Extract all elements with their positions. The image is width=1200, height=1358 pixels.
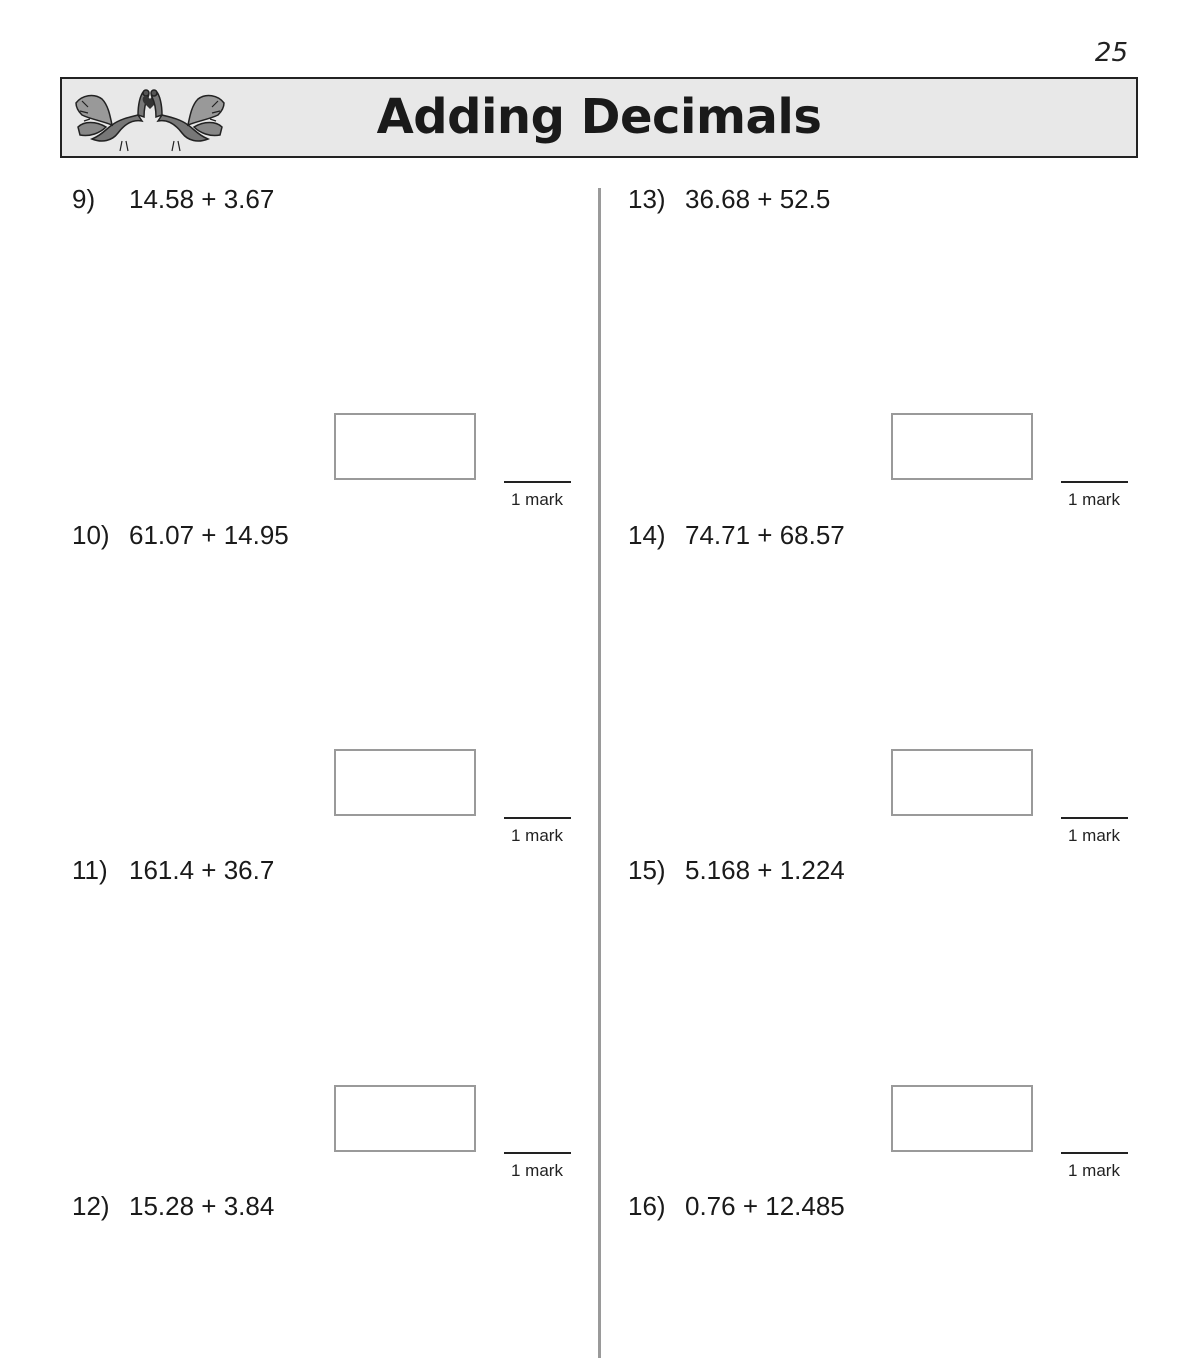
question-text: [72, 184, 274, 215]
question-expression: 161.4 + 36.7: [129, 855, 275, 885]
question-text: [628, 855, 845, 886]
question-text: [628, 184, 830, 215]
question-number: 11): [72, 855, 108, 885]
question-expression: 5.168 + 1.224: [685, 855, 845, 885]
question-number: 9): [72, 184, 96, 214]
answer-box-11[interactable]: [334, 1085, 476, 1152]
page-number: 25: [1094, 38, 1128, 68]
mark-line: [1061, 481, 1128, 483]
mark-line: [504, 817, 571, 819]
mark-line: [1061, 1152, 1128, 1154]
answer-box-15[interactable]: [891, 1085, 1033, 1152]
page-title: Adding Decimals: [376, 89, 822, 145]
question-number: 14): [628, 520, 666, 550]
question-text: [72, 520, 289, 551]
answer-box-10[interactable]: [334, 749, 476, 816]
title-banner: [60, 77, 1138, 158]
question-text: [72, 855, 274, 886]
answer-box-14[interactable]: [891, 749, 1033, 816]
question-expression: 0.76 + 12.485: [685, 1191, 845, 1221]
mark-line: [504, 1152, 571, 1154]
question-number: 13): [628, 184, 666, 214]
column-divider: [598, 188, 601, 1358]
question-number: 15): [628, 855, 666, 885]
question-number: 12): [72, 1191, 110, 1221]
question-text: [72, 1191, 274, 1222]
question-expression: 36.68 + 52.5: [685, 184, 831, 214]
question-text: [628, 1191, 845, 1222]
question-expression: 15.28 + 3.84: [129, 1191, 275, 1221]
mark-label: 1 mark: [511, 826, 563, 845]
question-expression: 61.07 + 14.95: [129, 520, 289, 550]
question-number: 16): [628, 1191, 666, 1221]
mark-label: 1 mark: [1068, 826, 1120, 845]
question-expression: 14.58 + 3.67: [129, 184, 275, 214]
answer-box-9[interactable]: [334, 413, 476, 480]
mark-label: 1 mark: [1068, 1161, 1120, 1180]
mark-label: 1 mark: [511, 490, 563, 509]
question-number: 10): [72, 520, 110, 550]
mark-line: [1061, 817, 1128, 819]
answer-box-13[interactable]: [891, 413, 1033, 480]
mark-label: 1 mark: [511, 1161, 563, 1180]
mark-line: [504, 481, 571, 483]
question-expression: 74.71 + 68.57: [685, 520, 845, 550]
mark-label: 1 mark: [1068, 490, 1120, 509]
question-text: [628, 520, 845, 551]
